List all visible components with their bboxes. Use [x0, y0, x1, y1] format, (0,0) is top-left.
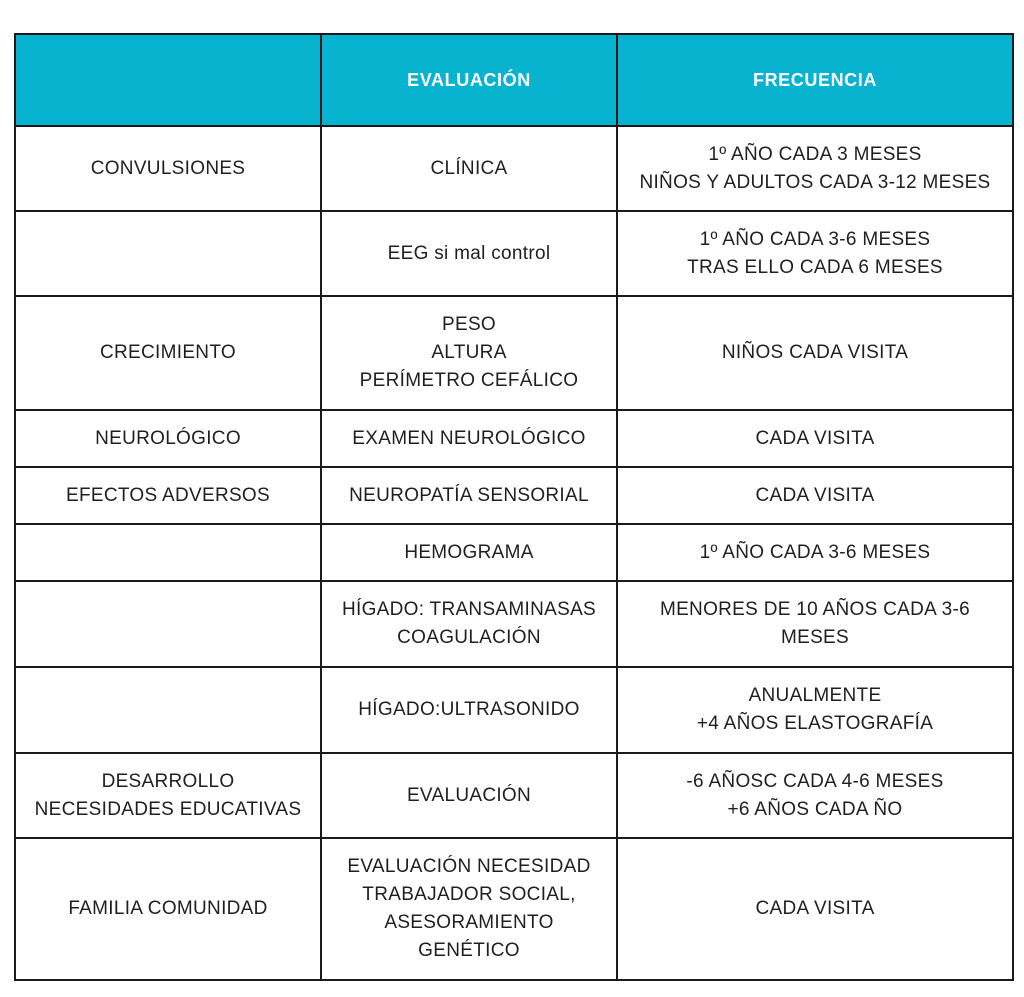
- header-evaluacion: EVALUACIÓN: [321, 34, 617, 126]
- cell-frecuencia: [617, 211, 1013, 296]
- table-row: [15, 296, 1013, 410]
- evaluacion-text-line: PESO: [442, 314, 496, 335]
- header-area: [15, 34, 321, 126]
- frecuencia-text-line: CADA VISITA: [755, 484, 875, 506]
- cell-evaluacion: [321, 667, 617, 753]
- evaluacion-text-line: EVALUACIÓN NECESIDAD: [347, 856, 591, 877]
- frecuencia-text-line: MENORES DE 10 AÑOS CADA 3-6: [659, 599, 971, 620]
- table-row: [15, 581, 1013, 667]
- table-row: [15, 838, 1013, 980]
- cell-area: [15, 126, 321, 211]
- cell-area: [15, 211, 321, 296]
- table-row: [15, 211, 1013, 296]
- cell-frecuencia: [617, 667, 1013, 753]
- cell-evaluacion: [321, 524, 617, 581]
- table-body: [15, 126, 1013, 980]
- frecuencia-text-line: NIÑOS CADA VISITA: [721, 342, 909, 363]
- evaluacion-text-line: NEUROPATÍA SENSORIAL: [349, 484, 589, 506]
- frecuencia-text-line: MESES: [780, 627, 850, 648]
- cell-frecuencia: [617, 296, 1013, 410]
- cell-evaluacion: [321, 126, 617, 211]
- area-text-line: CONVULSIONES: [90, 157, 246, 179]
- frecuencia-text-line: -6 AÑOSC CADA 4-6 MESES: [686, 770, 944, 792]
- area-text-line: FAMILIA COMUNIDAD: [68, 898, 268, 919]
- follow-up-table: [14, 33, 1014, 981]
- area-text-line: DESARROLLO: [101, 770, 235, 792]
- cell-area: [15, 467, 321, 524]
- frecuencia-text-line: NIÑOS Y ADULTOS CADA 3-12 MESES: [639, 171, 991, 193]
- cell-evaluacion: [321, 753, 617, 838]
- evaluacion-text-line: EEG si mal control: [387, 242, 551, 264]
- table-row: [15, 467, 1013, 524]
- frecuencia-text-line: 1º AÑO CADA 3 MESES: [708, 143, 922, 165]
- header-frecuencia: FRECUENCIA: [617, 34, 1013, 126]
- frecuencia-text-line: TRAS ELLO CADA 6 MESES: [687, 256, 943, 278]
- frecuencia-text-line: 1º AÑO CADA 3-6 MESES: [699, 541, 931, 563]
- area-text-line: NECESIDADES EDUCATIVAS: [34, 798, 302, 820]
- cell-frecuencia: [617, 581, 1013, 667]
- area-text-line: CRECIMIENTO: [100, 342, 236, 363]
- cell-area: [15, 838, 321, 980]
- cell-evaluacion: [321, 838, 617, 980]
- cell-frecuencia: [617, 410, 1013, 467]
- cell-evaluacion: [321, 467, 617, 524]
- evaluacion-text-line: GENÉTICO: [418, 940, 520, 961]
- evaluacion-text-line: ALTURA: [431, 342, 507, 363]
- cell-frecuencia: [617, 838, 1013, 980]
- header-row: [15, 34, 1013, 126]
- evaluacion-text-line: PERÍMETRO CEFÁLICO: [359, 370, 579, 391]
- evaluacion-text-line: CLÍNICA: [430, 157, 508, 179]
- evaluacion-text-line: COAGULACIÓN: [397, 627, 541, 648]
- evaluacion-text-line: HÍGADO: TRANSAMINASAS: [341, 599, 597, 620]
- evaluacion-text-line: EXAMEN NEUROLÓGICO: [352, 427, 586, 449]
- table-row: [15, 524, 1013, 581]
- frecuencia-text-line: 1º AÑO CADA 3-6 MESES: [699, 228, 931, 250]
- cell-frecuencia: [617, 126, 1013, 211]
- evaluacion-text-line: EVALUACIÓN: [406, 784, 532, 806]
- cell-evaluacion: [321, 410, 617, 467]
- evaluacion-text-line: ASESORAMIENTO: [384, 912, 554, 933]
- cell-evaluacion: [321, 581, 617, 667]
- cell-evaluacion: [321, 211, 617, 296]
- cell-area: [15, 581, 321, 667]
- frecuencia-text-line: +4 AÑOS ELASTOGRAFÍA: [696, 713, 934, 734]
- cell-area: [15, 296, 321, 410]
- area-text-line: NEUROLÓGICO: [95, 427, 241, 449]
- frecuencia-text-line: ANUALMENTE: [748, 685, 882, 706]
- evaluacion-text-line: HEMOGRAMA: [404, 541, 534, 563]
- frecuencia-text-line: CADA VISITA: [755, 898, 875, 919]
- cell-evaluacion: [321, 296, 617, 410]
- table-row: [15, 410, 1013, 467]
- table-row: [15, 753, 1013, 838]
- frecuencia-text-line: CADA VISITA: [755, 427, 875, 449]
- cell-area: [15, 524, 321, 581]
- evaluacion-text-line: HÍGADO:ULTRASONIDO: [358, 699, 580, 720]
- table-row: [15, 126, 1013, 211]
- table-row: [15, 667, 1013, 753]
- evaluacion-text-line: TRABAJADOR SOCIAL,: [362, 884, 576, 905]
- frecuencia-text-line: +6 AÑOS CADA ÑO: [727, 798, 903, 820]
- cell-frecuencia: [617, 467, 1013, 524]
- area-text-line: EFECTOS ADVERSOS: [65, 484, 270, 506]
- cell-area: [15, 410, 321, 467]
- cell-area: [15, 667, 321, 753]
- cell-area: [15, 753, 321, 838]
- cell-frecuencia: [617, 524, 1013, 581]
- cell-frecuencia: [617, 753, 1013, 838]
